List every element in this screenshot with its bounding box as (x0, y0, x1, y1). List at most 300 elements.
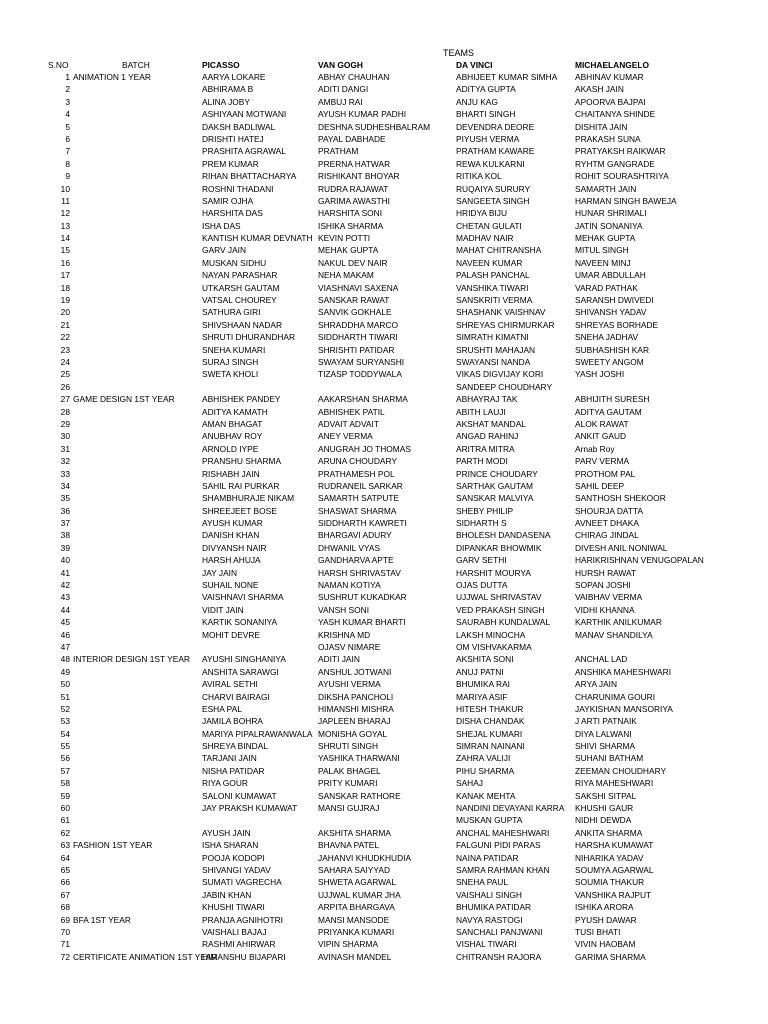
row-picasso: JAY PRAKSH KUMAWAT (202, 803, 298, 814)
row-picasso: RIYA GOUR (202, 778, 248, 789)
row-michaelangelo: DIVESH ANIL NONIWAL (575, 542, 668, 553)
row-sno: 47 (60, 641, 70, 652)
row-vangogh: SIDDHARTH TIWARI (318, 332, 398, 343)
row-batch: INTERIOR DESIGN 1ST YEAR (73, 654, 190, 665)
row-picasso: KARTIK SONANIYA (202, 617, 278, 628)
row-michaelangelo: SOUMIA THAKUR (575, 877, 645, 888)
row-davinci: VED PRAKASH SINGH (456, 604, 545, 615)
row-picasso: MUSKAN SIDHU (202, 257, 267, 268)
row-picasso: ISHA SHARAN (202, 840, 259, 851)
row-picasso: NISHA PATIDAR (202, 765, 265, 776)
row-michaelangelo: KHUSHI GAUR (575, 803, 634, 814)
row-davinci: FALGUNI PIDI PARAS (456, 840, 541, 851)
row-davinci: DEVENDRA DEORE (456, 121, 535, 132)
row-davinci: VISHAL TIWARI (456, 939, 517, 950)
row-davinci: BHUMIKA RAI (456, 679, 510, 690)
row-michaelangelo: HURSH RAWAT (575, 567, 637, 578)
row-davinci: ADITYA GUPTA (456, 84, 516, 95)
row-picasso: PRANSHU SHARMA (202, 456, 282, 467)
row-sno: 6 (65, 133, 70, 144)
row-sno: 67 (60, 889, 70, 900)
row-michaelangelo: DISHITA JAIN (575, 121, 628, 132)
table-row (0, 715, 768, 727)
row-vangogh: ARPITA BHARGAVA (318, 902, 395, 913)
row-davinci: NANDINI DEVAYANI KARRA (456, 803, 565, 814)
row-picasso: SWETA KHOLI (202, 369, 259, 380)
row-davinci: VAISHALI SINGH (456, 889, 522, 900)
row-vangogh: BHARGAVI ADURY (318, 530, 392, 541)
row-vangogh: HARSH SHRIVASTAV (318, 567, 401, 578)
table-row (0, 368, 768, 380)
row-picasso: SATHURA GIRI (202, 307, 261, 318)
row-vangogh: RUDRA RAJAWAT (318, 183, 389, 194)
table-row (0, 455, 768, 467)
table-row (0, 158, 768, 170)
row-sno: 44 (60, 604, 70, 615)
row-michaelangelo: TUSI BHATI (575, 926, 621, 937)
row-sno: 53 (60, 716, 70, 727)
table-row (0, 244, 768, 256)
row-picasso: VAISHALI BAJAJ (202, 926, 267, 937)
row-vangogh: OJASV NIMARE (318, 641, 381, 652)
row-michaelangelo: SHOURJA DATTA (575, 505, 644, 516)
row-batch: ANIMATION 1 YEAR (73, 72, 151, 82)
row-davinci: SAURABH KUNDALWAL (456, 617, 551, 628)
table-row (0, 790, 768, 802)
row-sno: 60 (60, 803, 70, 814)
table-row (0, 306, 768, 318)
table-row (0, 195, 768, 207)
row-picasso: MOHIT DEVRE (202, 629, 261, 640)
row-michaelangelo: ABHINAV KUMAR (575, 72, 644, 82)
row-vangogh: DESHNA SUDHESHBALRAM (318, 121, 431, 132)
row-michaelangelo: PARV VERMA (575, 456, 630, 467)
row-picasso: SUHAIL NONE (202, 580, 259, 591)
table-row (0, 901, 768, 913)
row-picasso: RIHAN BHATTACHARYA (202, 171, 297, 182)
row-vangogh: ADITI DANGI (318, 84, 369, 95)
row-davinci: SANSKAR MALVIYA (456, 493, 534, 504)
table-row (0, 220, 768, 232)
table-row (0, 232, 768, 244)
row-michaelangelo: HUNAR SHRIMALI (575, 208, 647, 219)
row-michaelangelo: ALOK RAWAT (575, 418, 629, 429)
row-davinci: SHASHANK VAISHNAV (456, 307, 546, 318)
row-sno: 13 (60, 220, 70, 231)
row-davinci: SWAYANSI NANDA (456, 356, 531, 367)
row-michaelangelo: SAHIL DEEP (575, 480, 625, 491)
row-michaelangelo: NAVEEN MINJ (575, 257, 631, 268)
row-davinci: HARSHIT MOURYA (456, 567, 531, 578)
row-davinci: REWA KULKARNI (456, 158, 525, 169)
row-vangogh: KRISHNA MD (318, 629, 371, 640)
row-vangogh: RUDRANEIL SARKAR (318, 480, 403, 491)
row-michaelangelo: MITUL SINGH (575, 245, 629, 256)
row-vangogh: ANUGRAH JO THOMAS (318, 443, 411, 454)
table-row (0, 604, 768, 616)
table-row (0, 752, 768, 764)
row-michaelangelo: SOUMYA AGARWAL (575, 865, 654, 875)
table-row (0, 914, 768, 926)
row-davinci: UJJWAL SHRIVASTAV (456, 592, 542, 603)
row-picasso: GARV JAIN (202, 245, 247, 256)
row-vangogh: SANSKAR RAWAT (318, 295, 390, 306)
table-row (0, 406, 768, 418)
row-vangogh: SHRADDHA MARCO (318, 319, 399, 330)
row-michaelangelo: AKASH JAIN (575, 84, 624, 95)
row-picasso: RISHABH JAIN (202, 468, 260, 479)
row-picasso: SURAJ SINGH (202, 356, 259, 367)
row-sno: 41 (60, 567, 70, 578)
table-row (0, 740, 768, 752)
table-row (0, 96, 768, 108)
table-row (0, 591, 768, 603)
row-picasso: SHRUTI DHURANDHAR (202, 332, 296, 343)
row-michaelangelo: VIDHI KHANNA (575, 604, 635, 615)
row-vangogh: GARIMA AWASTHI (318, 195, 390, 206)
table-row (0, 517, 768, 529)
table-row (0, 691, 768, 703)
row-picasso: ROSHNI THADANI (202, 183, 274, 194)
table-row (0, 653, 768, 665)
row-picasso: VAISHNAVI SHARMA (202, 592, 284, 603)
row-vangogh: AVINASH MANDEL (318, 951, 392, 962)
row-davinci: RITIKA KOL (456, 171, 502, 182)
row-sno: 24 (60, 356, 70, 367)
table-row (0, 121, 768, 133)
table-row (0, 170, 768, 182)
row-vangogh: PRIYANKA KUMARI (318, 926, 395, 937)
row-sno: 12 (60, 208, 70, 219)
row-davinci: HITESH THAKUR (456, 703, 524, 714)
row-michaelangelo: MEHAK GUPTA (575, 233, 636, 244)
row-sno: 66 (60, 877, 70, 888)
row-sno: 17 (60, 270, 70, 281)
row-picasso: POOJA KODOPI (202, 852, 265, 863)
row-vangogh: PRITY KUMARI (318, 778, 378, 789)
row-davinci: CHITRANSH RAJORA (456, 951, 542, 962)
row-michaelangelo: ABHIJITH SURESH (575, 394, 650, 405)
row-davinci: PARTH MODI (456, 456, 508, 467)
row-sno: 49 (60, 666, 70, 677)
row-davinci: NAVYA RASTOGI (456, 914, 523, 925)
row-vangogh: MEHAK GUPTA (318, 245, 379, 256)
row-michaelangelo: ZEEMAN CHOUDHARY (575, 765, 667, 776)
row-picasso: CHARVI BAIRAGI (202, 691, 270, 702)
row-picasso: VATSAL CHOUREY (202, 295, 277, 306)
row-davinci: DIPANKAR BHOWMIK (456, 542, 542, 553)
table-row (0, 678, 768, 690)
row-michaelangelo: ANSHIKA MAHESHWARI (575, 666, 672, 677)
row-sno: 55 (60, 741, 70, 752)
row-batch: BFA 1ST YEAR (73, 914, 131, 925)
row-vangogh: NEHA MAKAM (318, 270, 374, 281)
table-row (0, 207, 768, 219)
table-row (0, 839, 768, 851)
row-davinci: ABHIJEET KUMAR SIMHA (456, 72, 558, 82)
row-davinci: PRINCE CHOUDARY (456, 468, 538, 479)
row-vangogh: JAPLEEN BHARAJ (318, 716, 391, 727)
row-davinci: ANCHAL MAHESHWARI (456, 827, 550, 838)
table-row (0, 802, 768, 814)
table-row (0, 269, 768, 281)
row-picasso: KANTISH KUMAR DEVNATH (202, 233, 313, 244)
row-davinci: SNEHA PAUL (456, 877, 508, 888)
row-davinci: VANSHIKA TIWARI (456, 282, 529, 293)
row-vangogh: GANDHARVA APTE (318, 555, 394, 566)
row-sno: 39 (60, 542, 70, 553)
row-michaelangelo: SHIVI SHARMA (575, 741, 636, 752)
table-row (0, 814, 768, 826)
row-davinci: BHUMIKA PATIDAR (456, 902, 532, 913)
row-sno: 69 (60, 914, 70, 925)
row-davinci: SANDEEP CHOUDHARY (456, 381, 553, 392)
row-picasso: AYUSH JAIN (202, 827, 251, 838)
row-vangogh: PALAK BHAGEL (318, 765, 381, 776)
row-davinci: LAKSH MINOCHA (456, 629, 526, 640)
table-row (0, 579, 768, 591)
table-row (0, 505, 768, 517)
row-vangogh: ISHIKA SHARMA (318, 220, 384, 231)
row-sno: 52 (60, 703, 70, 714)
row-sno: 72 (60, 951, 70, 962)
row-sno: 20 (60, 307, 70, 318)
row-picasso: ABHISHEK PANDEY (202, 394, 281, 405)
row-davinci: PIYUSH VERMA (456, 133, 520, 144)
row-michaelangelo: CHIRAG JINDAL (575, 530, 639, 541)
row-sno: 1 (65, 72, 70, 82)
row-davinci: SHREYAS CHIRMURKAR (456, 319, 555, 330)
row-sno: 40 (60, 555, 70, 566)
row-sno: 43 (60, 592, 70, 603)
row-picasso: DIVYANSH NAIR (202, 542, 267, 553)
row-sno: 7 (65, 146, 70, 157)
row-sno: 59 (60, 790, 70, 801)
row-davinci: HRIDYA BIJU (456, 208, 508, 219)
row-sno: 25 (60, 369, 70, 380)
table-row (0, 145, 768, 157)
row-vangogh: VIPIN SHARMA (318, 939, 379, 950)
row-sno: 37 (60, 518, 70, 529)
row-picasso: AARYA LOKARE (202, 72, 266, 82)
row-picasso: RASHMI AHIRWAR (202, 939, 276, 950)
row-picasso: SHAMBHURAJE NIKAM (202, 493, 295, 504)
row-michaelangelo: SUBHASHISH KAR (575, 344, 649, 355)
row-vangogh: VIASHNAVI SAXENA (318, 282, 399, 293)
table-row (0, 616, 768, 628)
row-vangogh: SANVIK GOKHALE (318, 307, 392, 318)
row-sno: 48 (60, 654, 70, 665)
row-davinci: SHEBY PHILIP (456, 505, 514, 516)
row-davinci: ABHAYRAJ TAK (456, 394, 518, 405)
row-michaelangelo: KARTHIK ANILKUMAR (575, 617, 662, 628)
table-row (0, 529, 768, 541)
row-vangogh: DIKSHA PANCHOLI (318, 691, 394, 702)
row-michaelangelo: SHIVANSH YADAV (575, 307, 647, 318)
row-davinci: SANCHALI PANJWANI (456, 926, 543, 937)
row-sno: 30 (60, 431, 70, 442)
row-picasso: SAMIR OJHA (202, 195, 254, 206)
header-davinci: DA VINCI (456, 60, 493, 70)
table-row (0, 418, 768, 430)
table-row (0, 765, 768, 777)
row-sno: 56 (60, 753, 70, 764)
row-davinci: PRATHAM KAWARE (456, 146, 535, 157)
row-michaelangelo: UMAR ABDULLAH (575, 270, 646, 281)
row-sno: 50 (60, 679, 70, 690)
row-davinci: GARV SETHI (456, 555, 507, 566)
row-davinci: MADHAV NAIR (456, 233, 514, 244)
row-michaelangelo: VAIBHAV VERMA (575, 592, 643, 603)
row-michaelangelo: PRATYAKSH RAIKWAR (575, 146, 666, 157)
row-picasso: JABIN KHAN (202, 889, 252, 900)
row-picasso: AYUSH KUMAR (202, 518, 263, 529)
row-michaelangelo: SAMARTH JAIN (575, 183, 637, 194)
table-row (0, 554, 768, 566)
table-row (0, 629, 768, 641)
row-davinci: SARTHAK GAUTAM (456, 480, 533, 491)
row-davinci: PIHU SHARMA (456, 765, 515, 776)
row-michaelangelo: Arnab Roy (575, 443, 615, 454)
table-row (0, 344, 768, 356)
row-sno: 23 (60, 344, 70, 355)
row-davinci: ANUJ PATNI (456, 666, 504, 677)
row-picasso: ISHA DAS (202, 220, 241, 231)
row-vangogh: SAHARA SAIYYAD (318, 865, 390, 875)
row-vangogh: ADITI JAIN (318, 654, 360, 665)
table-row (0, 393, 768, 405)
header-vangogh: VAN GOGH (318, 60, 363, 70)
row-vangogh: SUSHRUT KUKADKAR (318, 592, 407, 603)
row-sno: 62 (60, 827, 70, 838)
row-vangogh: NAMAN KOTIYA (318, 580, 381, 591)
row-michaelangelo: SUHANI BATHAM (575, 753, 644, 764)
row-sno: 2 (65, 84, 70, 95)
row-davinci: CHETAN GULATI (456, 220, 522, 231)
row-sno: 3 (65, 96, 70, 107)
row-michaelangelo: CHAITANYA SHINDE (575, 109, 656, 120)
row-michaelangelo: JATIN SONANIYA (575, 220, 643, 231)
row-michaelangelo: CHARUNIMA GOURI (575, 691, 656, 702)
row-michaelangelo: HARIKRISHNAN VENUGOPALAN (575, 555, 704, 566)
row-michaelangelo: ADITYA GAUTAM (575, 406, 642, 417)
row-michaelangelo: HARMAN SINGH BAWEJA (575, 195, 677, 206)
row-sno: 51 (60, 691, 70, 702)
row-sno: 11 (61, 195, 70, 206)
header-batch: BATCH (122, 60, 150, 70)
table-row (0, 864, 768, 876)
row-vangogh: MANSI GUJRAJ (318, 803, 380, 814)
row-picasso: SALONI KUMAWAT (202, 790, 277, 801)
row-sno: 45 (60, 617, 70, 628)
row-picasso: AMAN BHAGAT (202, 418, 263, 429)
table-row (0, 938, 768, 950)
row-batch: FASHION 1ST YEAR (73, 840, 153, 851)
row-batch: CERTIFICATE ANIMATION 1ST YEAR (73, 951, 218, 962)
table-row (0, 951, 768, 963)
row-vangogh: ARUNA CHOUDARY (318, 456, 397, 467)
row-vangogh: ABHISHEK PATIL (318, 406, 385, 417)
row-davinci: SRUSHTI MAHAJAN (456, 344, 536, 355)
row-davinci: AKSHITA SONI (456, 654, 514, 665)
row-michaelangelo: ANKITA SHARMA (575, 827, 643, 838)
row-picasso: SHIVANGI YADAV (202, 865, 271, 875)
row-picasso: ALINA JOBY (202, 96, 250, 107)
row-sno: 42 (60, 580, 70, 591)
row-michaelangelo: NIDHI DEWDA (575, 815, 632, 826)
row-vangogh: TIZASP TODDYWALA (318, 369, 402, 380)
row-vangogh: MONISHA GOYAL (318, 728, 388, 739)
row-vangogh: SHWETA AGARWAL (318, 877, 397, 888)
row-michaelangelo: NIHARIKA YADAV (575, 852, 644, 863)
table-row (0, 480, 768, 492)
row-sno: 71 (60, 939, 70, 950)
row-michaelangelo: YASH JOSHI (575, 369, 625, 380)
table-row (0, 492, 768, 504)
row-michaelangelo: RIYA MAHESHWARI (575, 778, 654, 789)
row-michaelangelo: HARSHA KUMAWAT (575, 840, 654, 851)
row-davinci: OM VISHVAKARMA (456, 641, 532, 652)
row-vangogh: SHRUTI SINGH (318, 741, 379, 752)
table-row (0, 666, 768, 678)
row-michaelangelo: AVNEET DHAKA (575, 518, 639, 529)
row-picasso: ANSHITA SARAWGI (202, 666, 279, 677)
row-sno: 5 (65, 121, 70, 132)
row-sno: 38 (60, 530, 70, 541)
table-row (0, 876, 768, 888)
row-sno: 21 (60, 319, 70, 330)
row-vangogh: HIMANSHI MISHRA (318, 703, 394, 714)
row-sno: 36 (60, 505, 70, 516)
row-vangogh: RISHIKANT BHOYAR (318, 171, 400, 182)
header-michaelangelo: MICHAELANGELO (575, 60, 649, 70)
row-picasso: SNEHA KUMARI (202, 344, 266, 355)
row-sno: 61 (60, 815, 70, 826)
row-michaelangelo: SNEHA JADHAV (575, 332, 639, 343)
row-vangogh: DHWANIL VYAS (318, 542, 381, 553)
row-davinci: ANJU KAG (456, 96, 498, 107)
row-vangogh: BHAVNA PATEL (318, 840, 379, 851)
row-vangogh: PRATHAMESH POL (318, 468, 395, 479)
row-michaelangelo: SOPAN JOSHI (575, 580, 631, 591)
row-sno: 35 (60, 493, 70, 504)
row-michaelangelo: PRAKASH SUNA (575, 133, 641, 144)
row-picasso: AYUSHI SINGHANIYA (202, 654, 286, 665)
row-davinci: SANSKRITI VERMA (456, 295, 533, 306)
row-picasso: SHREEJEET BOSE (202, 505, 277, 516)
row-sno: 65 (60, 865, 70, 875)
row-michaelangelo: J ARTI PATNAIK (575, 716, 637, 727)
row-vangogh: SWAYAM SURYANSHI (318, 356, 405, 367)
teams-title: TEAMS (443, 48, 475, 58)
row-picasso: JAY JAIN (202, 567, 238, 578)
row-davinci: ABITH LAUJI (456, 406, 506, 417)
row-michaelangelo: RYHTM GANGRADE (575, 158, 655, 169)
row-batch: GAME DESIGN 1ST YEAR (73, 394, 175, 405)
table-row (0, 443, 768, 455)
row-picasso: UTKARSH GAUTAM (202, 282, 280, 293)
row-davinci: SIMRAN NAINANI (456, 741, 525, 752)
row-davinci: ZAHRA VALIJI (456, 753, 511, 764)
row-vangogh: PRERNA HATWAR (318, 158, 391, 169)
row-davinci: MAHAT CHITRANSHA (456, 245, 542, 256)
row-vangogh: AYUSH KUMAR PADHI (318, 109, 407, 120)
row-sno: 14 (60, 233, 70, 244)
row-sno: 31 (60, 443, 70, 454)
row-vangogh: ANEY VERMA (318, 431, 373, 442)
row-davinci: MUSKAN GUPTA (456, 815, 523, 826)
row-michaelangelo: ARYA JAIN (575, 679, 618, 690)
